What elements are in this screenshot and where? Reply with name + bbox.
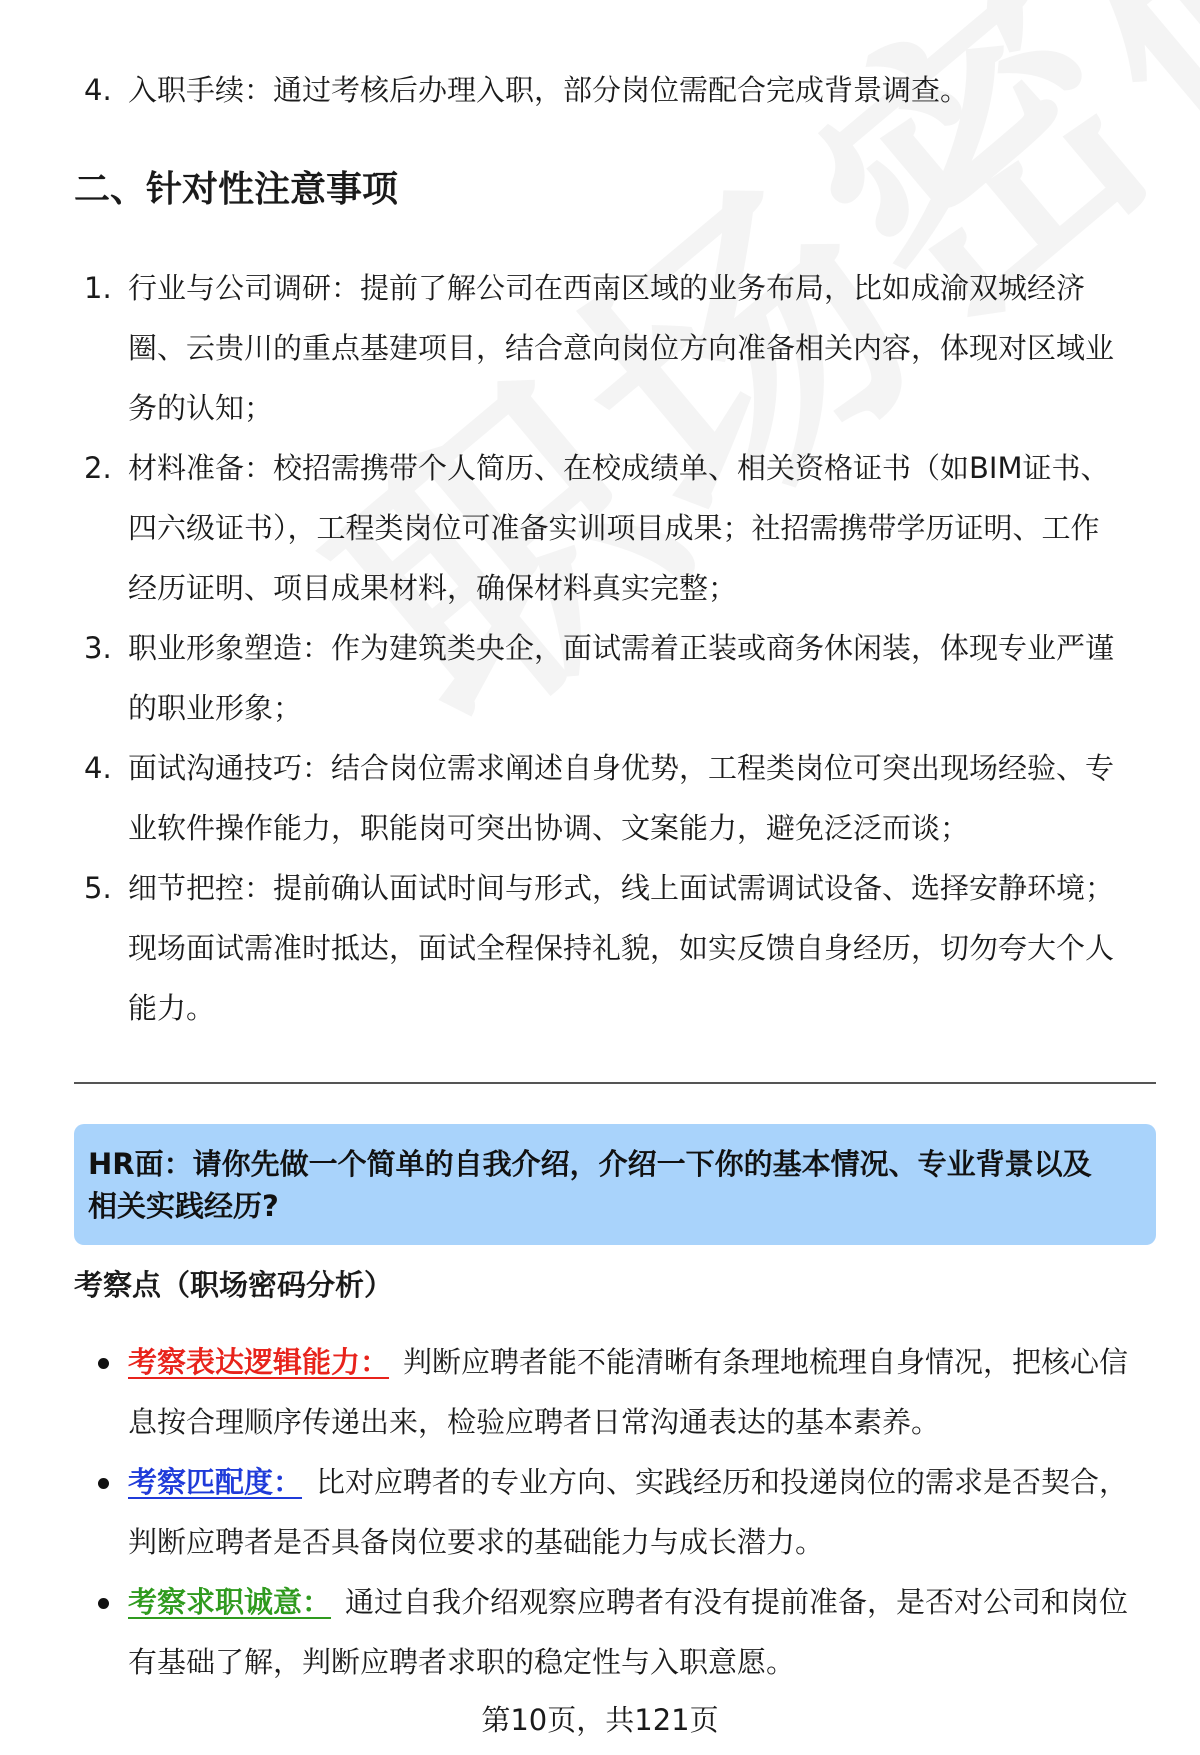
question-text: HR面：请你先做一个简单的自我介绍，介绍一下你的基本情况、专业背景以及 [88, 1147, 1092, 1181]
list-item-number: 1. [84, 271, 112, 305]
list-item-text: 职业形象塑造：作为建筑类央企，面试需着正装或商务休闲装，体现专业严谨 [128, 631, 1115, 665]
list-item-number: 2. [84, 451, 112, 485]
list-item-text: 入职手续：通过考核后办理入职，部分岗位需配合完成背景调查。 [128, 73, 970, 107]
page-number: 第10页，共121页 [481, 1703, 719, 1737]
list-item-text: 经历证明、项目成果材料，确保材料真实完整； [128, 571, 738, 605]
analysis-point-text: 息按合理顺序传递出来，检验应聘者日常沟通表达的基本素养。 [128, 1405, 941, 1439]
list-item-text: 面试沟通技巧：结合岗位需求阐述自身优势，工程类岗位可突出现场经验、专 [128, 751, 1115, 785]
analysis-point-text: 通过自我介绍观察应聘者有没有提前准备，是否对公司和岗位 [345, 1585, 1129, 1619]
list-item-text: 的职业形象； [128, 691, 303, 725]
question-callout [74, 1124, 1156, 1245]
analysis-point [128, 1462, 1128, 1502]
list-item-number: 4. [84, 751, 112, 785]
list-item-number: 3. [84, 631, 112, 665]
list-item-number: 4. [84, 73, 112, 107]
list-item-text: 能力。 [128, 991, 216, 1025]
bullet-dot-icon [98, 1598, 109, 1609]
list-item-text: 材料准备：校招需携带个人简历、在校成绩单、相关资格证书（如BIM证书、 [128, 451, 1110, 485]
analysis-point-text: 比对应聘者的专业方向、实践经历和投递岗位的需求是否契合， [316, 1465, 1129, 1499]
analysis-point [128, 1342, 1128, 1382]
list-item-number: 5. [84, 871, 112, 905]
list-item-text: 圈、云贵川的重点基建项目，结合意向岗位方向准备相关内容，体现对区域业 [128, 331, 1115, 365]
list-item-text: 务的认知； [128, 391, 274, 425]
analysis-point-text: 有基础了解，判断应聘者求职的稳定性与入职意愿。 [128, 1645, 796, 1679]
list-item-text: 现场面试需准时抵达，面试全程保持礼貌，如实反馈自身经历，切勿夸大个人 [128, 931, 1115, 965]
analysis-point-label: 考察求职诚意： [128, 1585, 332, 1619]
analysis-point-label: 考察匹配度： [128, 1465, 303, 1499]
horizontal-divider [74, 1082, 1156, 1084]
bullet-dot-icon [98, 1358, 109, 1369]
analysis-point-text: 判断应聘者是否具备岗位要求的基础能力与成长潜力。 [128, 1525, 825, 1559]
list-item-text: 四六级证书），工程类岗位可准备实训项目成果；社招需携带学历证明、工作 [128, 511, 1100, 545]
list-item-text: 行业与公司调研：提前了解公司在西南区域的业务布局，比如成渝双城经济 [128, 271, 1086, 305]
list-item-text: 业软件操作能力，职能岗可突出协调、文案能力，避免泛泛而谈； [128, 811, 970, 845]
question-text: 相关实践经历? [88, 1189, 279, 1223]
bullet-dot-icon [98, 1478, 109, 1489]
analysis-point [128, 1582, 1128, 1622]
analysis-heading: 考察点（职场密码分析） [74, 1268, 394, 1302]
list-item-text: 细节把控：提前确认面试时间与形式，线上面试需调试设备、选择安静环境； [128, 871, 1115, 905]
watermark [240, 0, 1200, 800]
section-heading: 二、针对性注意事项 [74, 169, 399, 210]
analysis-point-text: 判断应聘者能不能清晰有条理地梳理自身情况，把核心信 [403, 1345, 1129, 1379]
analysis-point-label: 考察表达逻辑能力： [128, 1345, 390, 1379]
